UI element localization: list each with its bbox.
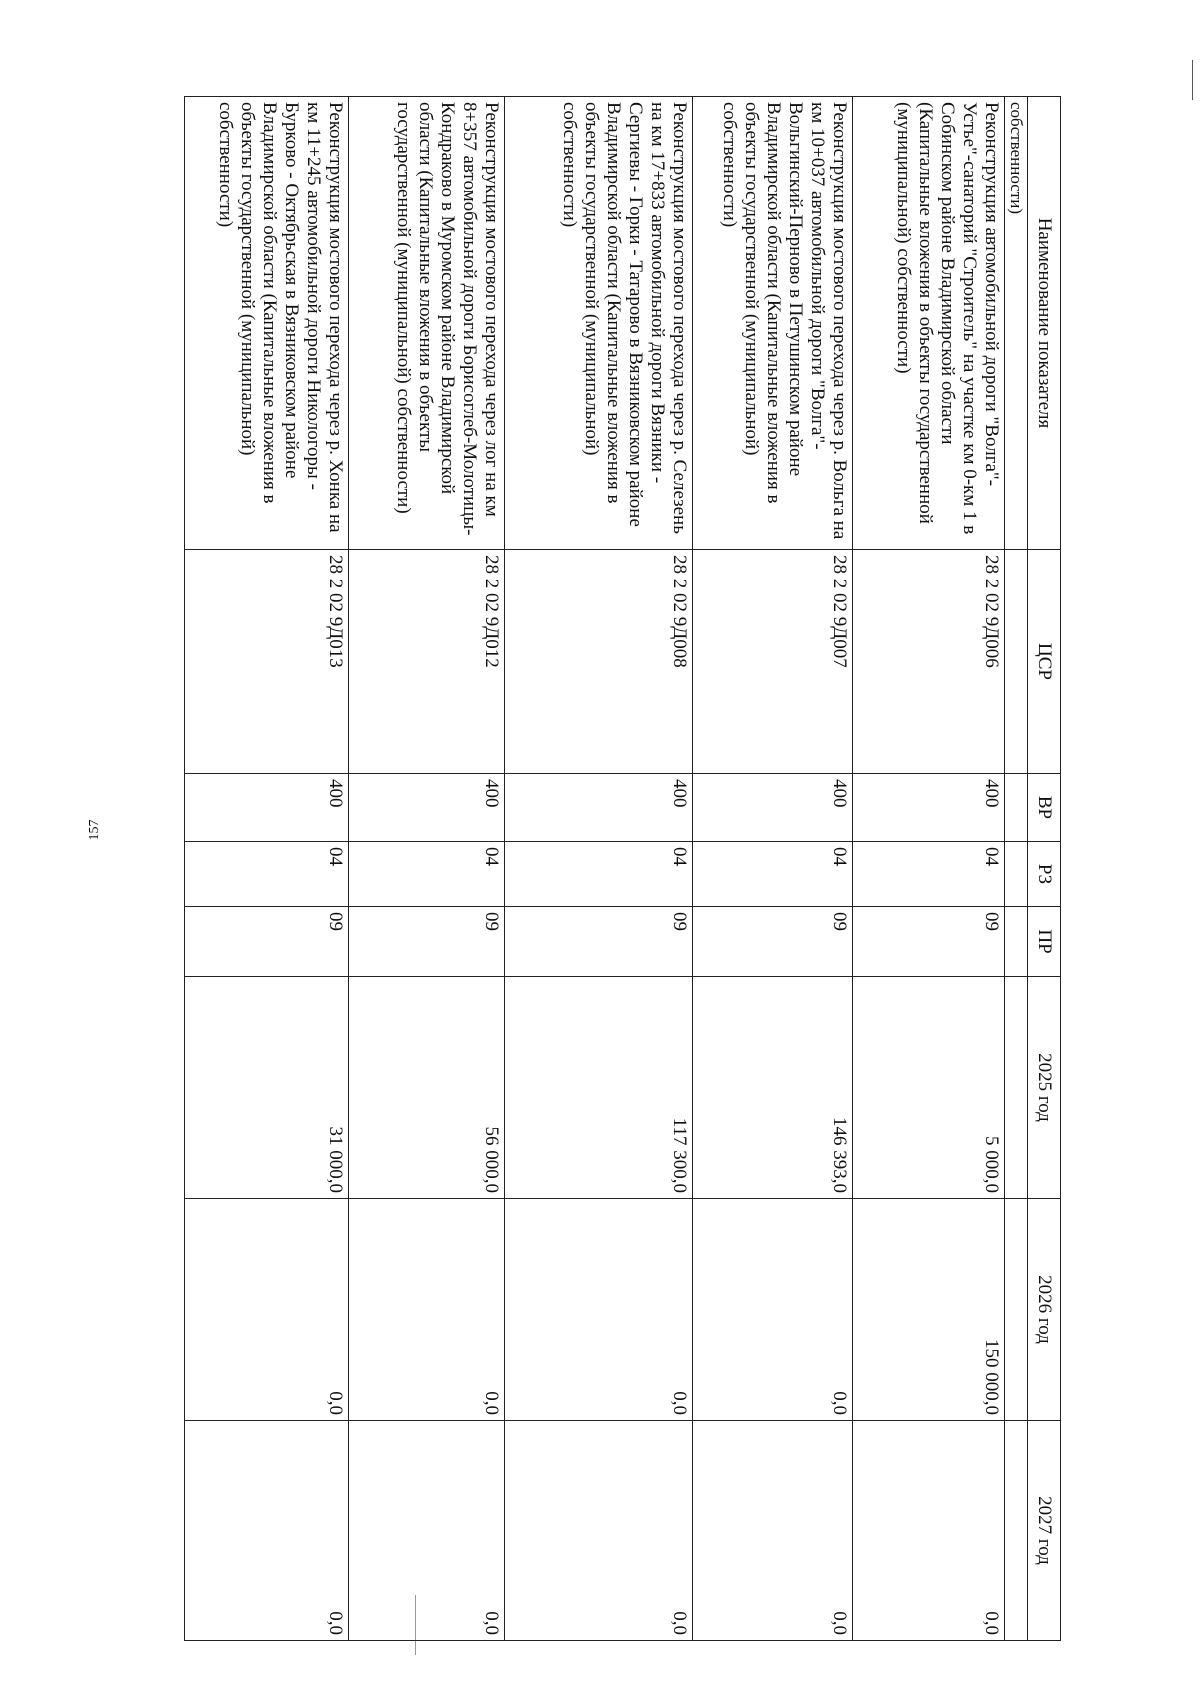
row-rz: 04 xyxy=(693,842,853,907)
row-2026: 0,0 xyxy=(349,1199,505,1421)
row-name: Реконструкция мостового перехода через р. Селезень на км 17+833 автомобильной дороги Вязники - Сергиевы - Горки - Татарово в Вязниковском районе Владимирской области (Капитальные вложения в объекты государственной (муниципальной) собственности) xyxy=(505,97,693,550)
continuation-text: собственности) xyxy=(1005,97,1028,550)
header-name: Наименование показателя xyxy=(1028,97,1061,550)
table-row xyxy=(349,97,505,1641)
row-2027: 0,0 xyxy=(693,1421,853,1641)
row-2025: 31 000,0 xyxy=(185,977,349,1199)
table-row xyxy=(693,97,853,1641)
row-pr: 09 xyxy=(853,907,1005,977)
row-name: Реконструкция мостового перехода через р. Хонка на км 11+245 автомобильной дороги Никологоры - Бурково - Октябрьская в Вязниковском районе Владимирской области (Капитальные вложения в объекты государственной (муниципальной) собственности) xyxy=(185,97,349,550)
row-rz: 04 xyxy=(505,842,693,907)
continuation-row xyxy=(1005,97,1028,1641)
continuation-empty-cell xyxy=(1005,977,1028,1199)
continuation-empty-cell xyxy=(1005,774,1028,842)
rotated-table-wrapper xyxy=(184,96,1061,1640)
row-name: Реконструкция автомобильной дороги "Волга"-Устье"-санаторий "Строитель" на участке км 0-км 1 в Собинском районе Владимирской области (Капитальные вложения в объекты государственной (муниципальной) собственности) xyxy=(853,97,1005,550)
row-pr: 09 xyxy=(693,907,853,977)
row-csr: 28 2 02 9Д007 xyxy=(693,550,853,774)
row-csr: 28 2 02 9Д012 xyxy=(349,550,505,774)
row-rz: 04 xyxy=(853,842,1005,907)
row-2026: 0,0 xyxy=(505,1199,693,1421)
page-number: 157 xyxy=(87,819,102,841)
continuation-empty-cell xyxy=(1005,1199,1028,1421)
budget-table xyxy=(184,96,1061,1641)
continuation-empty-cell xyxy=(1005,907,1028,977)
header-rz: РЗ xyxy=(1028,842,1061,907)
header-2026: 2026 год xyxy=(1028,1199,1061,1421)
table-row xyxy=(185,97,349,1641)
row-2026: 0,0 xyxy=(693,1199,853,1421)
row-vr: 400 xyxy=(693,774,853,842)
table-header-row xyxy=(1028,97,1061,1641)
row-2027: 0,0 xyxy=(349,1421,505,1641)
header-csr: ЦСР xyxy=(1028,550,1061,774)
header-2025: 2025 год xyxy=(1028,977,1061,1199)
row-vr: 400 xyxy=(505,774,693,842)
row-2025: 56 000,0 xyxy=(349,977,505,1199)
row-name: Реконструкция мостового перехода через р. Вольга на км 10+037 автомобильной дороги "Волга"-Вольгинский-Перново в Петушинском районе Владимирской области (Капитальные вложения в объекты государственной (муниципальной) собственности) xyxy=(693,97,853,550)
row-csr: 28 2 02 9Д006 xyxy=(853,550,1005,774)
row-rz: 04 xyxy=(185,842,349,907)
row-2027: 0,0 xyxy=(185,1421,349,1641)
header-2027: 2027 год xyxy=(1028,1421,1061,1641)
row-vr: 400 xyxy=(185,774,349,842)
row-2025: 117 300,0 xyxy=(505,977,693,1199)
continuation-empty-cell xyxy=(1005,550,1028,774)
row-vr: 400 xyxy=(349,774,505,842)
scan-edge-line xyxy=(1192,60,1193,100)
continuation-empty-cell xyxy=(1005,1421,1028,1641)
row-2026: 150 000,0 xyxy=(853,1199,1005,1421)
row-csr: 28 2 02 9Д013 xyxy=(185,550,349,774)
row-rz: 04 xyxy=(349,842,505,907)
row-2027: 0,0 xyxy=(505,1421,693,1641)
row-2027: 0,0 xyxy=(853,1421,1005,1641)
row-pr: 09 xyxy=(185,907,349,977)
row-vr: 400 xyxy=(853,774,1005,842)
row-2025: 146 393,0 xyxy=(693,977,853,1199)
header-pr: ПР xyxy=(1028,907,1061,977)
row-pr: 09 xyxy=(349,907,505,977)
table-row xyxy=(505,97,693,1641)
row-pr: 09 xyxy=(505,907,693,977)
row-csr: 28 2 02 9Д008 xyxy=(505,550,693,774)
row-2025: 5 000,0 xyxy=(853,977,1005,1199)
table-row xyxy=(853,97,1005,1641)
continuation-empty-cell xyxy=(1005,842,1028,907)
header-vr: ВР xyxy=(1028,774,1061,842)
row-2026: 0,0 xyxy=(185,1199,349,1421)
row-name: Реконструкция мостового перехода через лог на км 8+357 автомобильной дороги Борисоглеб-Молотицы-Кондраково в Муромском районе Владимирской области (Капитальные вложения в объекты государственной (муниципальной) собственности) xyxy=(349,97,505,550)
